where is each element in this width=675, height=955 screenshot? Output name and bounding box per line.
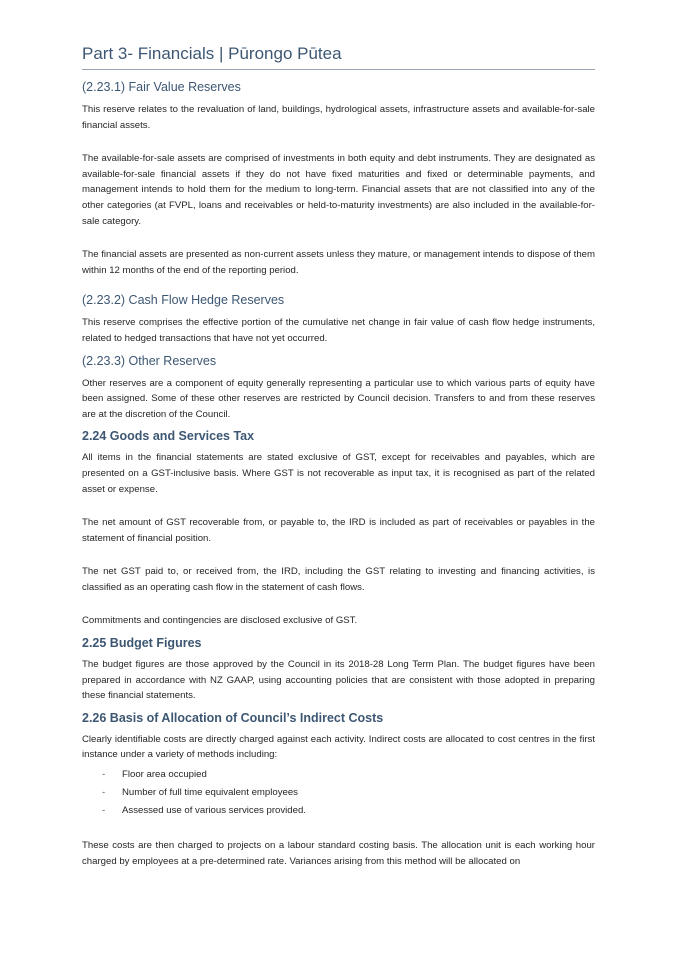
heading-allocation-of-indirect-costs: 2.26 Basis of Allocation of Council’s Indirect Costs [82, 710, 384, 725]
list-item [82, 784, 595, 802]
list-item [82, 802, 595, 820]
paragraph: Other reserves are a component of equity generally representing a particular use to which various parts of equity have been assigned. Some of these other reserves are restricted by Council decision. Transfers to and from these reserves are at the discretion of the Council. [82, 377, 595, 420]
bullet-list [82, 766, 595, 820]
paragraph: The available-for-sale assets are comprised of investments in both equity and debt instruments. They are designated as available-for-sale financial assets if they do not have fixed maturities and fixed or determinable payments, and management intends to hold them for the medium to long-term. Financial assets that are not classified into any of the other categories (at FVPL, loans and receivables or held-to-maturity investments) are also included in the available-for-sale category. [82, 153, 595, 227]
page-content [82, 80, 595, 869]
paragraph: The net amount of GST recoverable from, or payable to, the IRD is included as part of receivables or payables in the statement of financial position. [82, 517, 595, 544]
paragraph: Commitments and contingencies are disclosed exclusive of GST. [82, 615, 358, 627]
list-item [82, 766, 595, 784]
heading-budget-figures: 2.25 Budget Figures [82, 636, 202, 651]
page-title: Part 3- Financials | Pūrongo Pūtea [82, 44, 595, 70]
paragraph: Clearly identifiable costs are directly charged against each activity. Indirect costs are allocated to cost centres in the first instance under a variety of methods including: [82, 733, 595, 761]
paragraph: The net GST paid to, or received from, the IRD, including the GST relating to investing and financing activities, is classified as an operating cash flow in the statement of cash flows. [82, 566, 595, 593]
heading-other-reserves: (2.23.3) Other Reserves [82, 353, 217, 368]
list-item-text: Floor area occupied [122, 769, 207, 781]
paragraph: All items in the financial statements are stated exclusive of GST, except for receivables and payables, which are presented on a GST-inclusive basis. Where GST is not recoverable as input tax, it is recognised as part of the related asset or expense. [82, 452, 595, 495]
bullet-dash: - [102, 769, 106, 781]
paragraph: This reserve relates to the revaluation of land, buildings, hydrological assets, infrastructure assets and available-for-sale financial assets. [82, 104, 595, 131]
paragraph: The financial assets are presented as non-current assets unless they mature, or management intends to dispose of them within 12 months of the end of the reporting period. [82, 249, 595, 276]
bullet-dash: - [102, 805, 106, 817]
paragraph: This reserve comprises the effective portion of the cumulative net change in fair value of cash flow hedge instruments, related to hedged transactions that have not yet occurred. [82, 317, 595, 344]
list-item-text: Assessed use of various services provided. [122, 805, 306, 817]
bullet-dash: - [102, 787, 106, 799]
paragraph: The budget figures are those approved by the Council in its 2018-28 Long Term Plan. The budget figures have been prepared in accordance with NZ GAAP, using accounting policies that are consistent with those adopted in preparing these financial statements. [82, 659, 595, 702]
list-item-text: Number of full time equivalent employees [122, 787, 298, 799]
heading-fair-value-reserves: (2.23.1) Fair Value Reserves [82, 80, 241, 94]
heading-goods-and-services-tax: 2.24 Goods and Services Tax [82, 429, 255, 444]
heading-cash-flow-hedge-reserves: (2.23.2) Cash Flow Hedge Reserves [82, 293, 285, 308]
paragraph: These costs are then charged to projects on a labour standard costing basis. The allocation unit is each working hour charged by employees at a pre-determined rate. Variances arising from this method will be allocated on [82, 840, 595, 867]
